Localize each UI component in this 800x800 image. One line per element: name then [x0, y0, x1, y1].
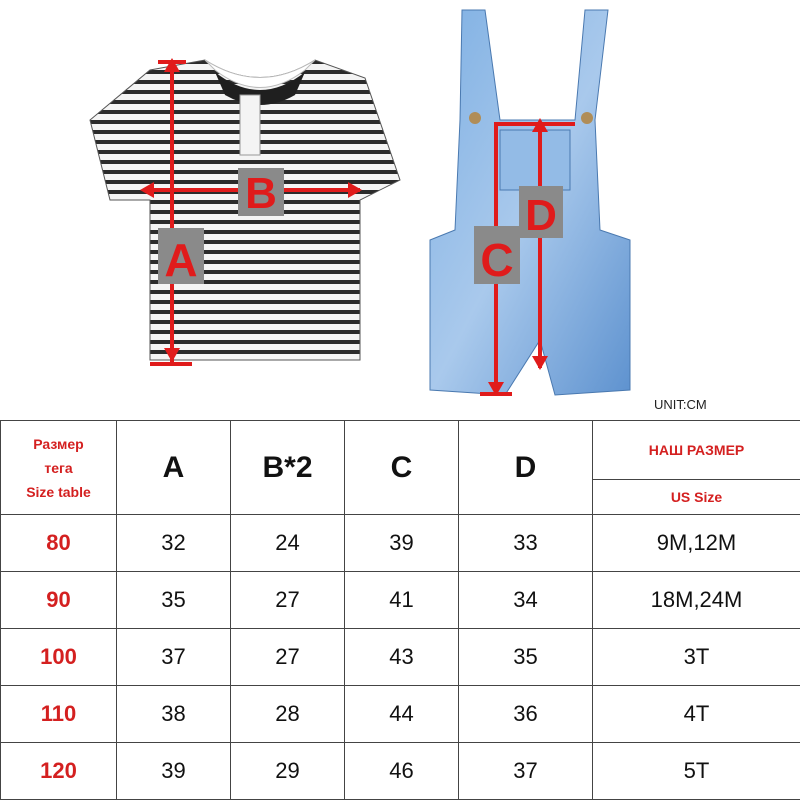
measure-c-label: C — [480, 234, 514, 286]
table-row — [1, 743, 800, 800]
size-header-cell — [1, 421, 117, 515]
c-cell: 39 — [345, 515, 459, 572]
col-header-our-size: НАШ РАЗМЕР — [593, 421, 800, 480]
table-header-row-1 — [1, 421, 800, 480]
b-cell: 28 — [231, 686, 345, 743]
b-cell: 29 — [231, 743, 345, 800]
a-cell: 37 — [117, 629, 231, 686]
d-cell: 36 — [459, 686, 593, 743]
us-size-cell: 3T — [593, 629, 800, 686]
measure-b-label: B — [245, 169, 277, 218]
us-size-cell: 9M,12M — [593, 515, 800, 572]
size-cell: 120 — [1, 743, 117, 800]
size-cell: 80 — [1, 515, 117, 572]
us-size-cell: 18M,24M — [593, 572, 800, 629]
size-table — [0, 420, 800, 800]
table-row — [1, 629, 800, 686]
b-cell: 27 — [231, 629, 345, 686]
d-cell: 35 — [459, 629, 593, 686]
unit-label: UNIT:CM — [654, 397, 707, 412]
d-cell: 33 — [459, 515, 593, 572]
d-cell: 34 — [459, 572, 593, 629]
col-header-b: B*2 — [231, 421, 345, 515]
table-row — [1, 572, 800, 629]
us-size-cell: 5T — [593, 743, 800, 800]
size-header-en: Size table — [26, 483, 91, 500]
table-row — [1, 515, 800, 572]
d-cell: 37 — [459, 743, 593, 800]
measure-a-label: A — [164, 234, 198, 286]
c-cell: 46 — [345, 743, 459, 800]
table-body — [1, 515, 800, 800]
c-cell: 43 — [345, 629, 459, 686]
col-header-d: D — [459, 421, 593, 515]
size-cell: 90 — [1, 572, 117, 629]
us-size-cell: 4T — [593, 686, 800, 743]
a-cell: 39 — [117, 743, 231, 800]
table-row — [1, 686, 800, 743]
a-cell: 35 — [117, 572, 231, 629]
size-cell: 100 — [1, 629, 117, 686]
col-header-us-size: US Size — [593, 480, 800, 515]
b-cell: 27 — [231, 572, 345, 629]
col-header-c: C — [345, 421, 459, 515]
a-cell: 38 — [117, 686, 231, 743]
c-cell: 41 — [345, 572, 459, 629]
c-cell: 44 — [345, 686, 459, 743]
size-header-ru-1: Размер — [33, 435, 84, 452]
size-header-ru-2: тега — [44, 459, 73, 476]
b-cell: 24 — [231, 515, 345, 572]
col-header-a: A — [117, 421, 231, 515]
size-cell: 110 — [1, 686, 117, 743]
measure-d-label: D — [525, 191, 557, 240]
a-cell: 32 — [117, 515, 231, 572]
